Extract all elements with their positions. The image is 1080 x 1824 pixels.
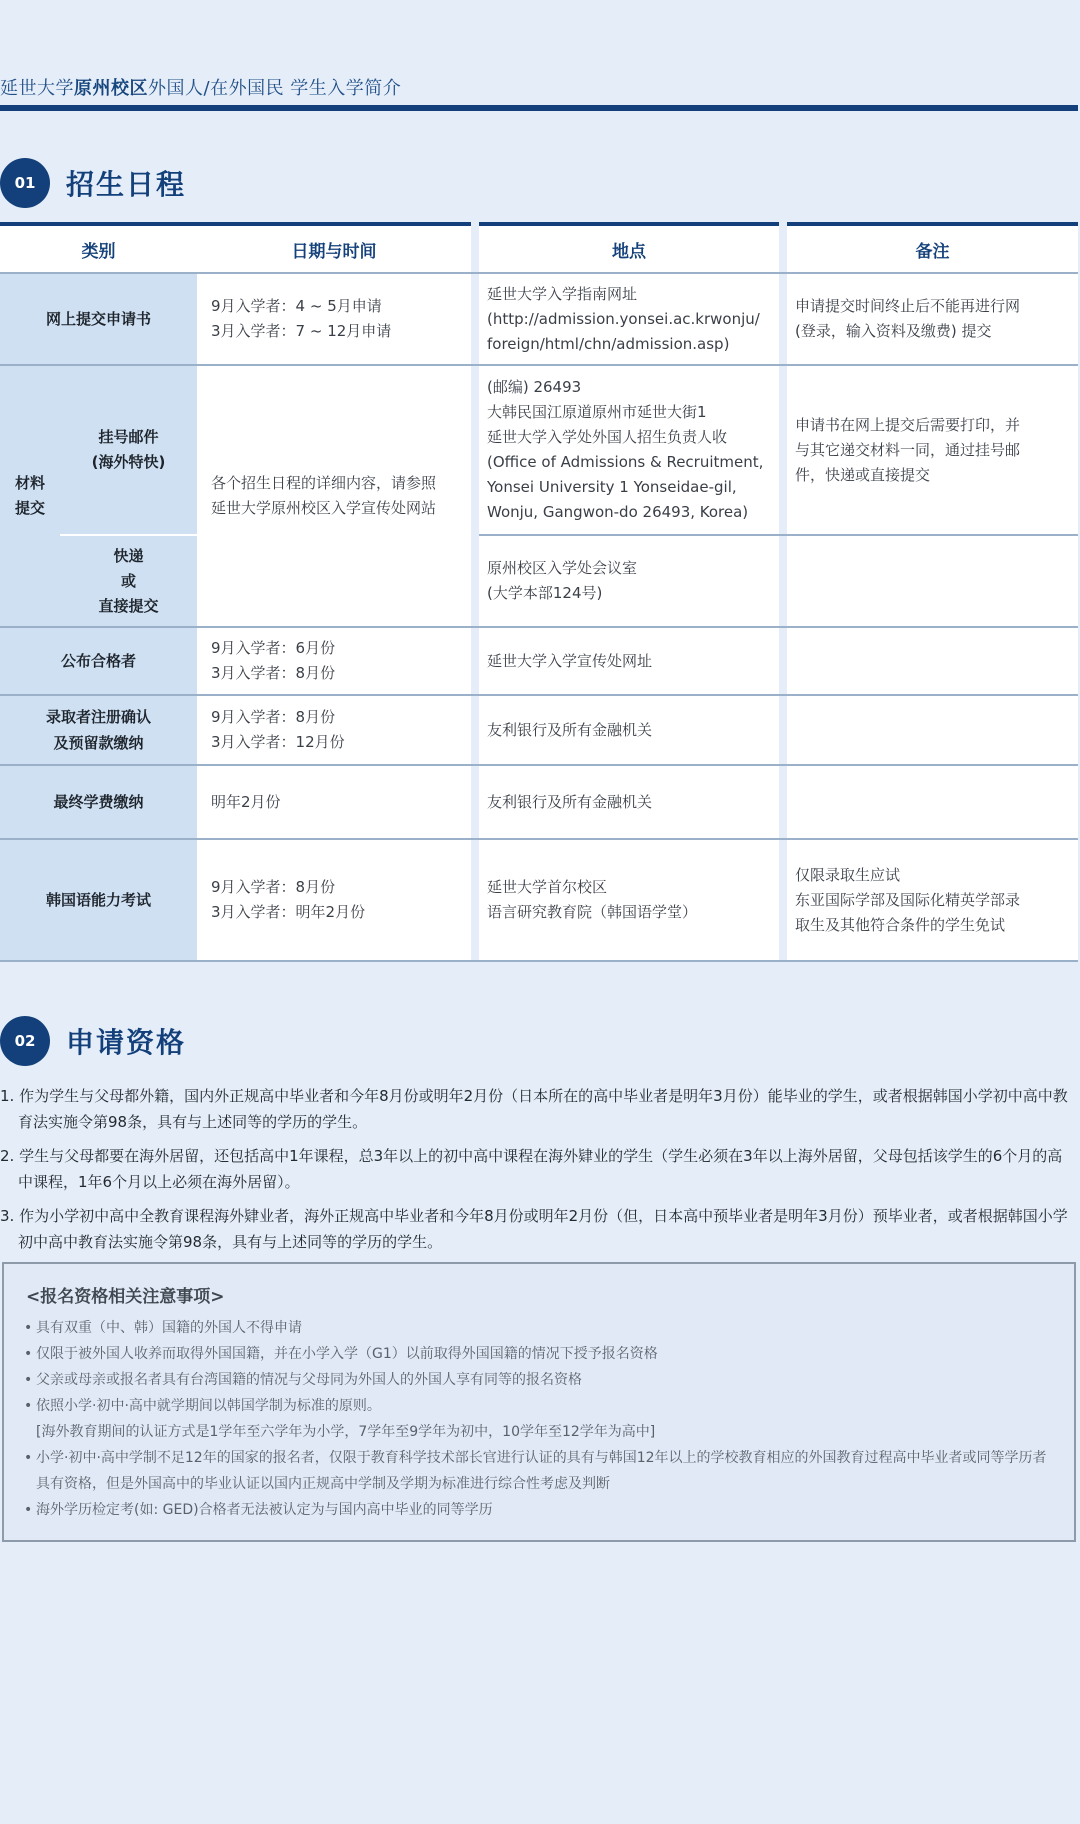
table-row (0, 696, 1078, 764)
col-header-note: 备注 (787, 222, 1078, 272)
notes-item: [海外教育期间的认证方式是1学年至六学年为小学，7学年至9学年为初中，10学年至12学年为高中] (36, 1424, 656, 1440)
row-note-mail: 申请书在网上提交后需要打印，并 与其它递交材料一同，通过挂号邮 件，快递或直接提交 (787, 366, 1078, 534)
section-title: 招生日程 (66, 168, 187, 201)
notes-item: • 小学·初中·高中学制不足12年的国家的报名者，仅限于教育科学技术部长官进行认证的具有与韩国12年以上的学校教育相应的外国教育过程高中毕业者或同等学历者具有资格，但是外国高中的毕业认证以国内正规高中学制及学期为标准进行综合性考虑及判断 (26, 1445, 1052, 1497)
row-subcategory-registered-mail: 挂号邮件 (海外特快) (60, 366, 197, 534)
document-header-title: 延世大学原州校区外国人/在外国民 学生入学简介 (0, 78, 402, 99)
row-note (787, 628, 1078, 694)
row-location-mail: (邮编) 26493 大韩民国江原道原州市延世大街1 延世大学入学处外国人招生负责人收 (Office of Admissions & Recruitment, Yonsei University 1 Yonseidae-gil, Wonju, Gangwon-do 26493, Korea) (479, 366, 779, 534)
notes-item: • 仅限于被外国人收养而取得外国国籍，并在小学入学（G1）以前取得外国国籍的情况下授予报名资格 (26, 1341, 1052, 1367)
header-divider (0, 105, 1078, 111)
row-note: 申请提交时间终止后不能再进行网 (登录，输入资料及缴费) 提交 (787, 274, 1078, 364)
section-number-badge: 01 (0, 158, 50, 208)
row-date: 9月入学者：6月份 3月入学者：8月份 (197, 628, 471, 694)
col-header-category: 类别 (0, 222, 197, 272)
row-note (787, 696, 1078, 764)
table-row (0, 274, 1078, 364)
schedule-table (0, 222, 1078, 934)
eligibility-item: 2. 学生与父母都要在海外居留，还包括高中1年课程，总3年以上的初中高中课程在海外肄业的学生（学生必须在3年以上海外居留，父母包括该学生的6个月的高中课程，1年6个月以上必须在海外居留）。 (0, 1147, 1063, 1191)
table-row (0, 366, 1078, 626)
row-location: 友利银行及所有金融机关 (479, 696, 779, 764)
row-location-courier: 原州校区入学处会议室 (大学本部124号) (479, 536, 779, 626)
section-title: 申请资格 (66, 1026, 187, 1059)
eligibility-item: 3. 作为小学初中高中全教育课程海外肄业者，海外正规高中毕业者和今年8月份或明年2月份（但，日本高中预毕业者是明年3月份）预毕业者，或者根据韩国小学初中高中教育法实施令第98条，具有与上述同等的学历的学生。 (0, 1207, 1068, 1251)
row-category: 材料 提交 (0, 366, 60, 626)
eligibility-item: 1. 作为学生与父母都外籍，国内外正规高中毕业者和今年8月份或明年2月份（日本所在的高中毕业者是明年3月份）能毕业的学生，或者根据韩国小学初中高中教育法实施令第98条，具有与上述同等的学历的学生。 (0, 1087, 1068, 1131)
section-heading-eligibility (0, 1016, 186, 1066)
row-category: 公布合格者 (0, 628, 197, 694)
col-header-date: 日期与时间 (197, 222, 471, 272)
row-location: 延世大学入学宣传处网址 (479, 628, 779, 694)
table-row (0, 766, 1078, 838)
row-location: 延世大学入学指南网址 (http://admission.yonsei.ac.krwonju/ foreign/html/chn/admission.asp) (479, 274, 779, 364)
notes-title: <报名资格相关注意事项> (26, 1287, 225, 1307)
notes-item: • 具有双重（中、韩）国籍的外国人不得申请 (26, 1315, 1052, 1341)
row-note-courier (787, 536, 1078, 626)
col-header-location: 地点 (479, 222, 779, 272)
row-note (787, 766, 1078, 838)
row-location: 延世大学首尔校区 语言研究教育院（韩国语学堂） (479, 840, 779, 960)
table-row (0, 628, 1078, 694)
section-heading-schedule (0, 158, 186, 208)
notes-item: • 依照小学·初中·高中就学期间以韩国学制为标准的原则。 (26, 1393, 1052, 1419)
table-header-row (0, 222, 1078, 272)
notes-item: • 海外学历检定考(如: GED)合格者无法被认定为与国内高中毕业的同等学历 (26, 1497, 1052, 1523)
row-category: 最终学费缴纳 (0, 766, 197, 838)
row-date: 各个招生日程的详细内容，请参照 延世大学原州校区入学宣传处网站 (197, 366, 471, 626)
table-row (0, 840, 1078, 960)
notes-item: • 父亲或母亲或报名者具有台湾国籍的情况与父母同为外国人的外国人享有同等的报名资格 (26, 1367, 1052, 1393)
row-note: 仅限录取生应试 东亚国际学部及国际化精英学部录 取生及其他符合条件的学生免试 (787, 840, 1078, 960)
row-category: 录取者注册确认 及预留款缴纳 (0, 696, 197, 764)
row-location: 友利银行及所有金融机关 (479, 766, 779, 838)
row-date: 9月入学者：8月份 3月入学者：明年2月份 (197, 840, 471, 960)
table-bottom-line (0, 960, 1078, 962)
row-date: 9月入学者：8月份 3月入学者：12月份 (197, 696, 471, 764)
row-date: 9月入学者：4 ~ 5月申请 3月入学者：7 ~ 12月申请 (197, 274, 471, 364)
row-category: 网上提交申请书 (0, 274, 197, 364)
section-number-badge: 02 (0, 1016, 50, 1066)
row-subcategory-courier: 快递 或 直接提交 (60, 536, 197, 626)
row-date: 明年2月份 (197, 766, 471, 838)
eligibility-notes-box (2, 1262, 1076, 1542)
row-category: 韩国语能力考试 (0, 840, 197, 960)
eligibility-list (0, 1083, 1076, 1263)
